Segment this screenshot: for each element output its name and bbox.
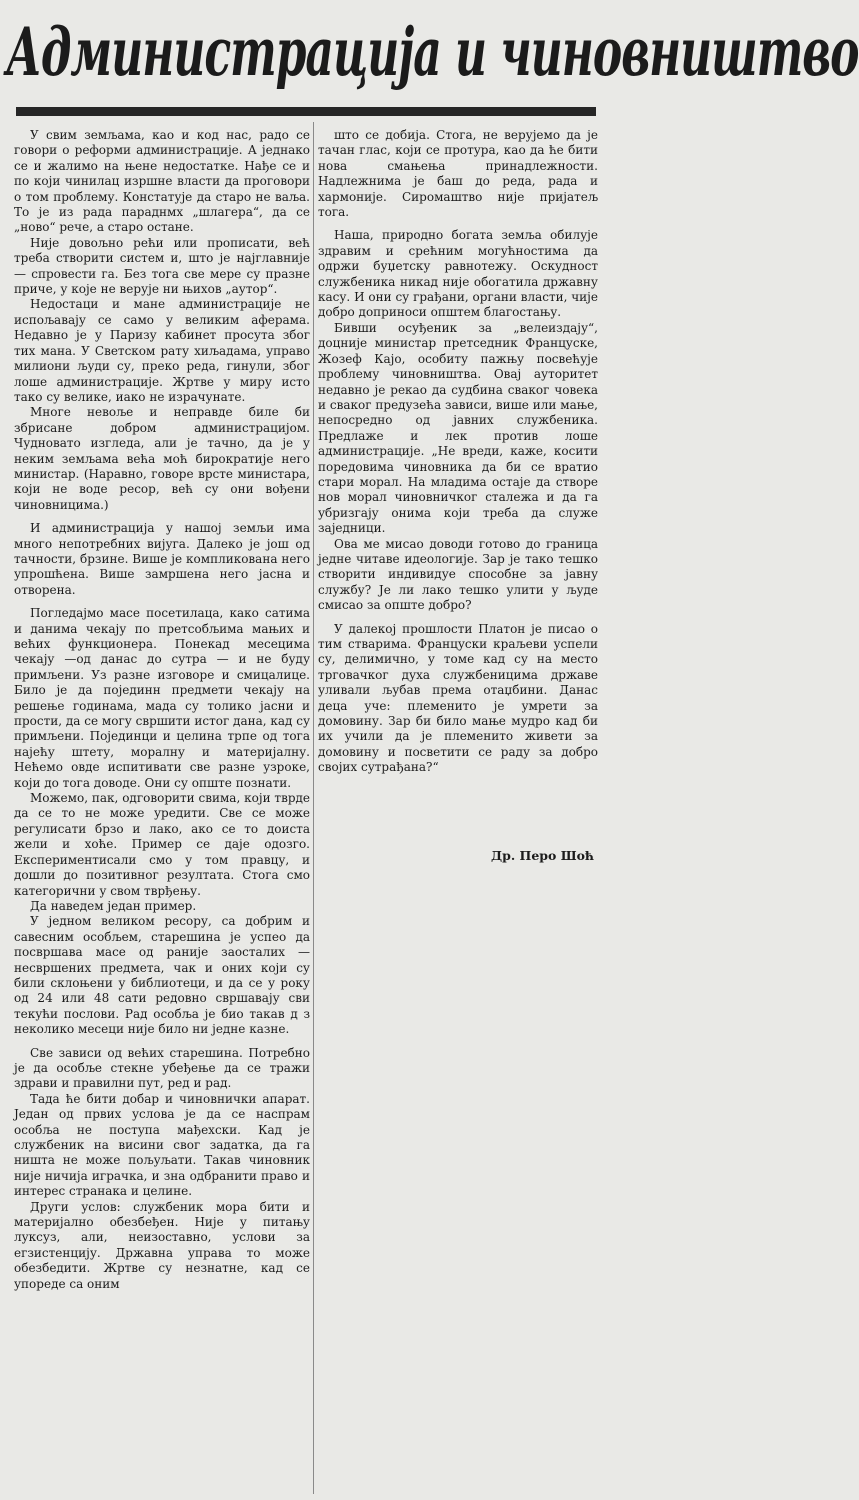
left-column	[14, 128, 310, 1496]
paragraph: Многе невоље и неправде биле би збрисане добром администрацијом. Чудновато изгледа, али је тачно, да је у неким земљама већа моћ бирократије него министар. (Наравно, говоре врсте министара, који не воде ресор, већ су они вођени чиновницима.)	[14, 405, 310, 512]
paragraph: Бивши осуђеник за „велеиздају“, доцније министар претседник Француске, Жозеф Кајо, особиту пажњу посвећује проблему чиновништва. Овај ауторитет недавно је рекао да судбина сваког човека и сваког предузећа зависи, више или мање, непосредно од јавних службеника. Предлаже и лек против лоше администрације. „Не вреди, каже, косити поредовима чиновника да би се вратио стари морал. На младима остаје да створе нов морал чиновничког сталежа и да га убризгају онима који треба да служе заједници.	[318, 320, 598, 536]
paragraph: Други услов: службеник мора бити и материјално обезбеђен. Није у питању луксуз, али, неизоставно, услови за егзистенцију. Државна управа то може обезбедити. Жртве су незнатне, кад се упореде са оним	[14, 1199, 310, 1291]
right-column	[318, 128, 598, 868]
paragraph: У далекој прошлости Платон је писао о тим стварима. Француски краљеви успели су, делимично, у томе кад су на место трговачког духа службеницима државе уливали љубав према отаџбини. Данас деца уче: племенито је умрети за домовину. Зар би било мање мудро кад би их учили да је племенито живети за домовину и посветити се раду за добро својих сутрађана?“	[318, 621, 598, 775]
paragraph: Наша, природно богата земља обилује здравим и срећним могућностима да одржи буџетску равнотежу. Оскудност службеника никад није обогатила државну касу. И они су грађани, органи власти, чије добро доприноси општем благостању.	[318, 228, 598, 320]
paragraph: Није довољно рећи или прописати, већ треба створити систем и, што је најглавније — спровести га. Без тога све мере су празне приче, у које не верује ни њихов „аутор“.	[14, 235, 310, 297]
paragraph: Све зависи од већих старешина. Потребно је да особље стекне убеђење да се тражи здрави и правилни пут, ред и рад.	[14, 1045, 310, 1091]
paragraph: У једном великом ресору, са добрим и савесним особљем, старешина је успео да посвршава масе од раније заосталих — несвршених предмета, чак и оних који су били склоњени у библиотеци, и да се у року од 24 или 48 сати редовно свршавају сви текући послови. Рад особља је био такав д з неколико месеци није било ни једне казне.	[14, 914, 310, 1037]
column-divider	[313, 122, 314, 1494]
paragraph: Можемо, пак, одговорити свима, који тврде да се то не може уредити. Све се може регулисати брзо и лако, ако се то доиста жели и хоће. Пример се даје одозго. Експериментисали смо у том правцу, и дошли до позитивног резултата. Стога смо категорични у свом тврђењу.	[14, 791, 310, 898]
paragraph: И администрација у нашој земљи има много непотребних вијуга. Далеко је још од тачности, брзине. Више је компликована него упрошћена. Више замршена него јасна и отворена.	[14, 521, 310, 597]
article-headline: Администрација и чиновништво	[6, 15, 859, 92]
headline-rule	[16, 107, 596, 116]
paragraph: Тада ће бити добар и чиновнички апарат. Један од првих услова је да се наспрам особља не поступа мађехски. Кад је службеник на висини свог задатка, да га ништа не може пољуљати. Такав чиновник није ничија играчка, и зна одбранити право и интерес странака и целине.	[14, 1091, 310, 1199]
author-signature: Др. Перо Шоћ	[490, 848, 594, 863]
paragraph: Да наведем један пример.	[30, 898, 197, 913]
paragraph: Недостаци и мане администрације не испољавају се само у великим аферама. Недавно је у Паризу кабинет просута због тих мана. У Светском рату хиљадама, управо милиони људи су, преко реда, гинули, због лоше администрације. Жртве у миру исто тако су велике, иако не израчунате.	[14, 297, 310, 404]
paragraph: Погледајмо масе посетилаца, како сатима и данима чекају по претсобљима мањих и већих функционера. Понекад месецима чекају —од данас до сутра — и не буду примљени. Уз разне изговоре и смицалице. Било је да појединн предмети чекају на решење годинама, мада су толико јасни и прости, да се могу свршити истог дана, кад су примљени. Појединци и целина трпе од тога најећу штету, моралну и материјалну. Нећемо овде испитивати све разне узроке, који до тога доводе. Они су опште познати.	[14, 606, 311, 790]
paragraph: У свим земљама, као и код нас, радо се говори о реформи администрације. А једнако се и жалимо на њене недостатке. Нађе се и по који чинилац изршне власти да проговори о том проблему. Констатује да старо не ваља. То је из рада параднмх „шлагера“, да се „ново“ рече, а старо остане.	[14, 128, 310, 235]
paragraph: што се добија. Стога, не верујемо да је тачан глас, који се протура, као да ће бити нова смањења принадлежности. Надлежнима је баш до реда, рада и хармоније. Сиромаштво није пријатељ тога.	[318, 128, 598, 220]
paragraph: Ова ме мисао доводи готово до граница једне читаве идеологије. Зар је тако тешко створити индивидуе способне за јавну службу? Је ли лако тешко улити у људе смисао за опште добро?	[318, 536, 598, 613]
